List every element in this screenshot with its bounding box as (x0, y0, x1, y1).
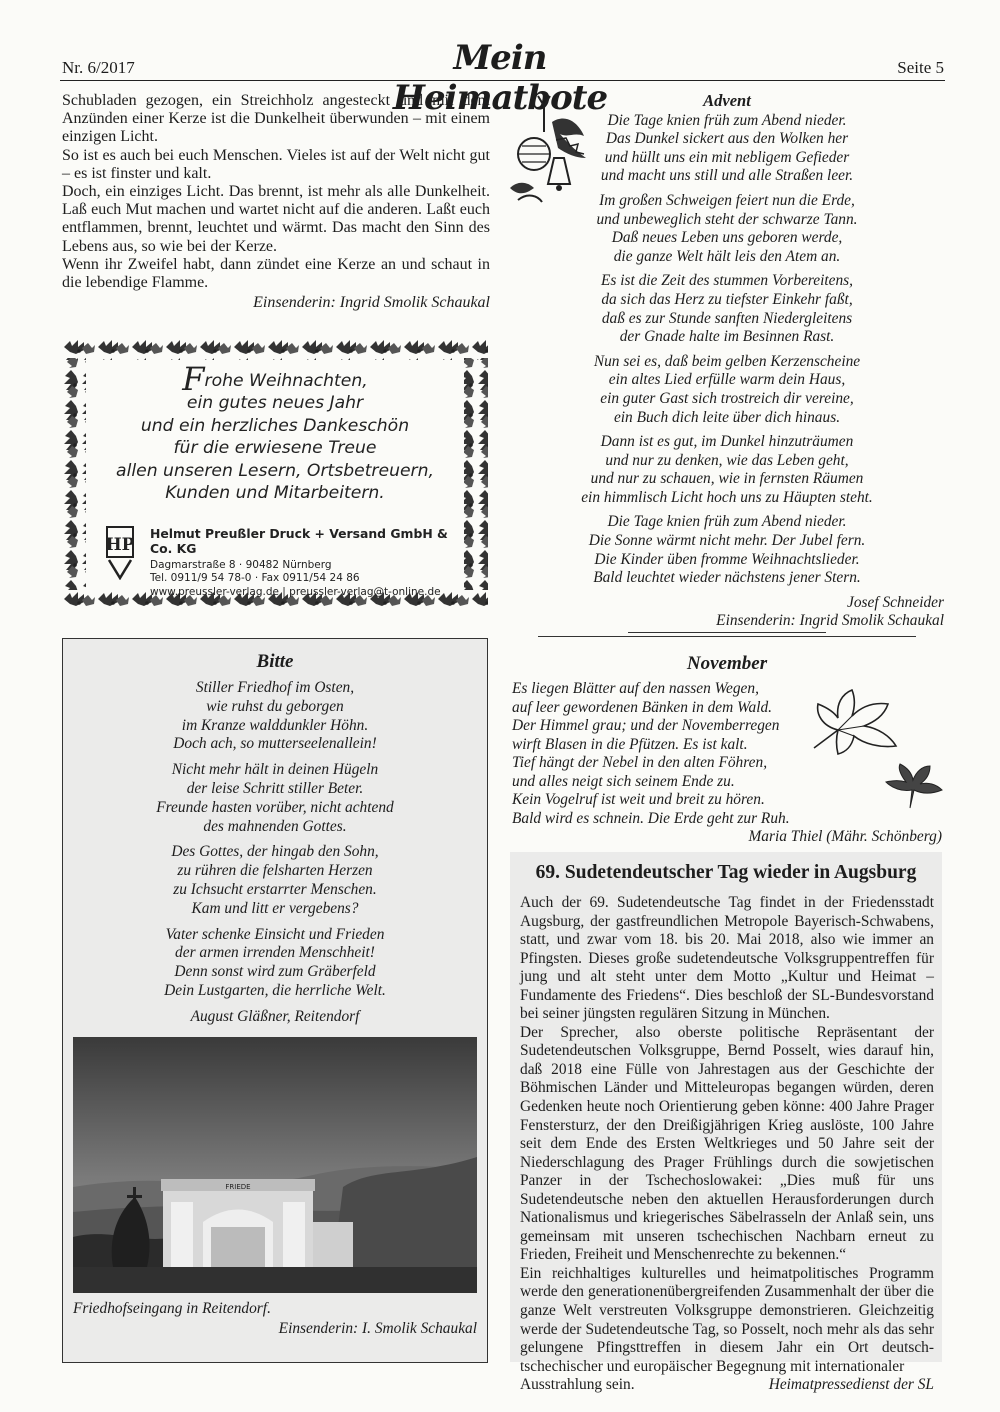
greeting-line: für die erwiesene Treue (173, 438, 377, 459)
greeting-line: und ein herzliches Dankeschön (140, 415, 410, 436)
page-number: Seite 5 (897, 58, 944, 77)
poem-line: die ganze Welt hält leis den Atem an. (613, 247, 841, 265)
article-paragraph: Der Sprecher, also oberste politische Repräsentant der Sudetendeutschen Volksgruppe, Bernd Posselt, wies darauf hin, daß 2018 eine Fülle von Jahrestagen aus der Geschichte der Böhmischen Länder und Mitteleuropas begangen würden, deren Gedenken heute noch Orientierung geben könne: 400 Jahre Prager Fenstersturz, der den Dreißigjährigen Krieg auslöste, 100 Jahre seit dem Ende des Ersten Weltkrieges und 50 Jahre seit der Niederschlagung des Prager Frühlings durch die sowjetischen Panzer in der Tschechoslowakei: „Dies muß für uns Sudetendeutsche neben den aktuellen Herausforderungen durch Nationalismus und kriegerisches Säbelrasseln der Anlaß sein, uns gemeinsam mit unseren tschechischen Nachbarn erneut zu Frieden, Freiheit und Menschenrechte zu bekennen.“ (520, 1023, 934, 1264)
issue-number: Nr. 6/2017 (62, 58, 135, 77)
company-info (150, 526, 460, 599)
photo-caption (73, 1299, 477, 1339)
poem-line: Nun sei es, daß beim gelben Kerzenscheine (593, 352, 861, 370)
poem-line: Das Dunkel sickert aus den Wolken her (605, 130, 849, 148)
poem-line: wie ruhst du geborgen (206, 697, 344, 715)
hp-logo-icon (106, 526, 134, 580)
newspaper-masthead: Mein Heimatbote (392, 38, 608, 118)
poem-line: daß es zur Stunde sanften Niedergleitens (601, 309, 853, 327)
poem-stanza (63, 761, 487, 836)
poem-line: Im großen Schweigen feiert nun die Erde, (599, 191, 855, 209)
intro-paragraph: Doch, ein einziges Licht. Das brennt, ist mehr als alle Dunkelheit. Laß euch Mut machen und wartet nicht auf die anderen. Laßt euch entflammen, brennt, leuchtet und wärmt. Das macht den Sinn des Lebens aus, so wie bei der Kerze. (62, 183, 490, 255)
poem-stanza (510, 272, 944, 346)
poem-line: Daß neues Leben uns geboren werde, (611, 229, 843, 247)
poem-line: Dein Lustgarten, die herrliche Welt. (164, 981, 386, 999)
company-phone: Tel. 0911/9 54 78-0 · Fax 0911/54 24 86 (150, 572, 360, 585)
header-divider (60, 80, 945, 81)
poem-line: und alles neigt sich seinem Ende zu. (512, 772, 735, 790)
greeting-message (104, 360, 446, 504)
oak-leaf-icon (808, 686, 902, 756)
bitte-poem (63, 679, 487, 1027)
company-name: Helmut Preußler Druck + Versand GmbH & Co. KG (150, 526, 448, 556)
poem-stanza (63, 926, 487, 1001)
christmas-greeting-ad (62, 338, 488, 610)
poem-line: Denn sonst wird zum Gräberfeld (174, 963, 376, 981)
poem-line: ein Buch dich leite über dich hinaus. (613, 408, 841, 426)
poem-line: Stiller Friedhof im Osten, (195, 679, 355, 696)
poem-line: Des Gottes, der hingab den Sohn, (171, 843, 379, 861)
section-divider (538, 636, 916, 637)
poem-line: Bald wird es schnein. Die Erde geht zur Ruh. (512, 809, 790, 827)
poem-stanza (510, 192, 944, 266)
poem-line: und unbeweglich steht der schwarze Tann. (596, 210, 858, 228)
poem-line: Tief hängt der Nebel in den alten Föhren, (512, 754, 768, 771)
poem-line: ein altes Lied erfülle warm dein Haus, (608, 371, 846, 389)
poem-line: Die Kinder üben fromme Weihnachtslieder. (594, 550, 860, 568)
intro-article (62, 92, 490, 312)
poem-line: zu Ichsucht erstarrter Menschen. (173, 880, 377, 898)
poem-line: Dann ist es gut, im Dunkel hinzuträumen (600, 433, 854, 451)
advent-author: Josef Schneider (846, 593, 944, 611)
greeting-line: Kunden und Mitarbeitern. (165, 483, 385, 504)
cemetery-gate-image (73, 1037, 477, 1293)
poem-line: im Kranze walddunkler Höhn. (181, 716, 369, 734)
november-author: Maria Thiel (Mähr. Schönberg) (748, 828, 942, 845)
poem-line: des mahnenden Gottes. (203, 817, 347, 835)
poem-line: da sich das Herz zu tiefster Einkehr faßt, (601, 290, 853, 308)
advent-poem (510, 92, 944, 631)
poem-line: Die Tage knien früh zum Abend nieder. (607, 513, 847, 531)
poem-line: auf leer gewordenen Bänken in dem Wald. (512, 698, 773, 716)
poem-line: und macht uns still und alle Straßen leer. (600, 167, 854, 185)
poem-author: August Gläßner, Reitendorf (190, 1007, 360, 1025)
poem-line: Die Tage knien früh zum Abend nieder. (607, 111, 847, 129)
poem-line: der armen irrenden Menschheit! (175, 944, 375, 962)
photo-caption-credit: Einsenderin: I. Smolik Schaukal (278, 1320, 477, 1337)
intro-signature: Einsenderin: Ingrid Smolik Schaukal (253, 294, 490, 312)
article-title: 69. Sudetendeutscher Tag wieder in Augsburg (535, 862, 917, 883)
greeting-line: allen unseren Lesern, Ortsbetreuern, (116, 460, 434, 481)
advent-credit: Einsenderin: Ingrid Smolik Schaukal (716, 612, 944, 630)
bitte-title: Bitte (256, 651, 294, 672)
poem-stanza (510, 433, 944, 507)
poem-line: Es liegen Blätter auf den nassen Wegen, (512, 680, 759, 697)
article-last-line (520, 1376, 934, 1395)
maple-leaf-icon (880, 762, 944, 810)
poem-stanza (510, 513, 944, 587)
article-paragraph: Auch der 69. Sudetendeutsche Tag findet in der Friedensstadt Augsburg, der gastfreundlichen Metropole Bayerisch-Schwabens, statt, und zwar vom 18. bis 20. Mai 2018, also wie immer an Pfingsten. Dieses große sudetendeutsche Volksgruppentreffen für jung und alt steht unter dem Motto „Kultur und Heimat – Fundamente des Friedens“. Dies beschloß der SL-Bundesvorstand bei seiner jüngsten regulären Sitzung in München. (520, 894, 934, 1023)
poem-line: Der Himmel grau; und der Novemberregen (512, 717, 780, 734)
company-address: Dagmarstraße 8 · 90482 Nürnberg (150, 559, 332, 571)
intro-paragraph: So ist es auch bei euch Menschen. Vieles ist auf der Welt nicht gut – es ist finster und kalt. (62, 146, 490, 182)
company-web[interactable]: www.preussler-verlag.de | preussler-verlag@t-online.de (150, 585, 441, 598)
poem-line: und hüllt uns ein mit nebligem Gefieder (604, 148, 850, 166)
poem-line: Freunde hasten vorüber, nicht achtend (156, 798, 394, 816)
poem-line: Es ist die Zeit des stummen Vorbereitens, (600, 272, 854, 290)
greeting-initial: F (182, 360, 205, 398)
poem-line: Kam und litt er vergebens? (191, 899, 359, 917)
bitte-poem-box (62, 638, 488, 1363)
poem-line: ein himmlisch Licht hoch uns zu Häupten steht. (581, 488, 873, 506)
advent-title: Advent (703, 91, 751, 110)
poem-stanza (63, 679, 487, 754)
intro-paragraph: Wenn ihr Zweifel habt, dann zündet eine Kerze an und schaut in die lebendige Flamme. (62, 255, 490, 292)
photo-caption-text: Friedhofseingang in Reitendorf. (73, 1300, 271, 1317)
greeting-line: ein gutes neues Jahr (186, 393, 364, 414)
sudetendeutscher-tag-article (510, 852, 942, 1394)
poem-line: Bald leuchtet wieder nächstens jener Stern. (593, 569, 861, 587)
poem-line: zu rühren die felsharten Herzen (177, 862, 373, 880)
poem-line: und nur zu denken, wie das Leben geht, (605, 451, 849, 469)
greeting-line: rohe Weihnachten, (204, 371, 368, 391)
poem-line: Doch ach, so mutterseelenallein! (173, 735, 377, 753)
article-last-text: Ausstrahlung sein. (520, 1376, 635, 1394)
article-source: Heimatpressedienst der SL (768, 1376, 934, 1394)
intro-paragraph: Schubladen gezogen, ein Streichholz angesteckt und mit dem Anzünden einer Kerze ist die Dunkelheit überwunden – mit einem einzigen Licht. (62, 92, 490, 146)
photo-gate-sign: FRIEDE (225, 1183, 251, 1191)
article-paragraph: Ein reichhaltiges kulturelles und heimatpolitisches Programm werde den generationenübergreifenden Zusammenhalt der über die ganze Welt verstreuten Volksgruppe demonstrieren. Gleichzeitig werde der Sudetendeutsche Tag, so Posselt, noch mehr als das sehr gelungene Pfingsttreffen in diesem Jahr ein Ort deutsch-tschechischer und europäischer Begegnung mit internationaler (520, 1264, 934, 1375)
poem-line: Vater schenke Einsicht und Frieden (165, 925, 385, 943)
poem-line: Die Sonne wärmt nicht mehr. Der Jubel fern. (588, 532, 866, 550)
november-title: November (686, 653, 768, 674)
poem-line: wirft Blasen in die Pfützen. Es ist kalt. (512, 735, 748, 753)
poem-line: ein guter Gast sich trostreich dir vereine, (600, 389, 854, 407)
section-divider (628, 632, 826, 633)
poem-stanza (510, 112, 944, 186)
poem-line: Kein Vogelruf ist weit und breit zu hören. (512, 791, 765, 808)
article-body (520, 894, 934, 1395)
poem-stanza (510, 353, 944, 427)
poem-line: Nicht mehr hält in deinen Hügeln (171, 761, 379, 779)
cemetery-photo (73, 1037, 477, 1293)
poem-line: und nur zu schauen, wie in fernsten Räumen (590, 470, 864, 488)
hp-logo-text: HP (106, 535, 134, 555)
poem-line: der leise Schritt stiller Beter. (186, 779, 364, 797)
poem-stanza (63, 843, 487, 918)
poem-line: der Gnade halte im Besinnen Rast. (619, 328, 835, 346)
